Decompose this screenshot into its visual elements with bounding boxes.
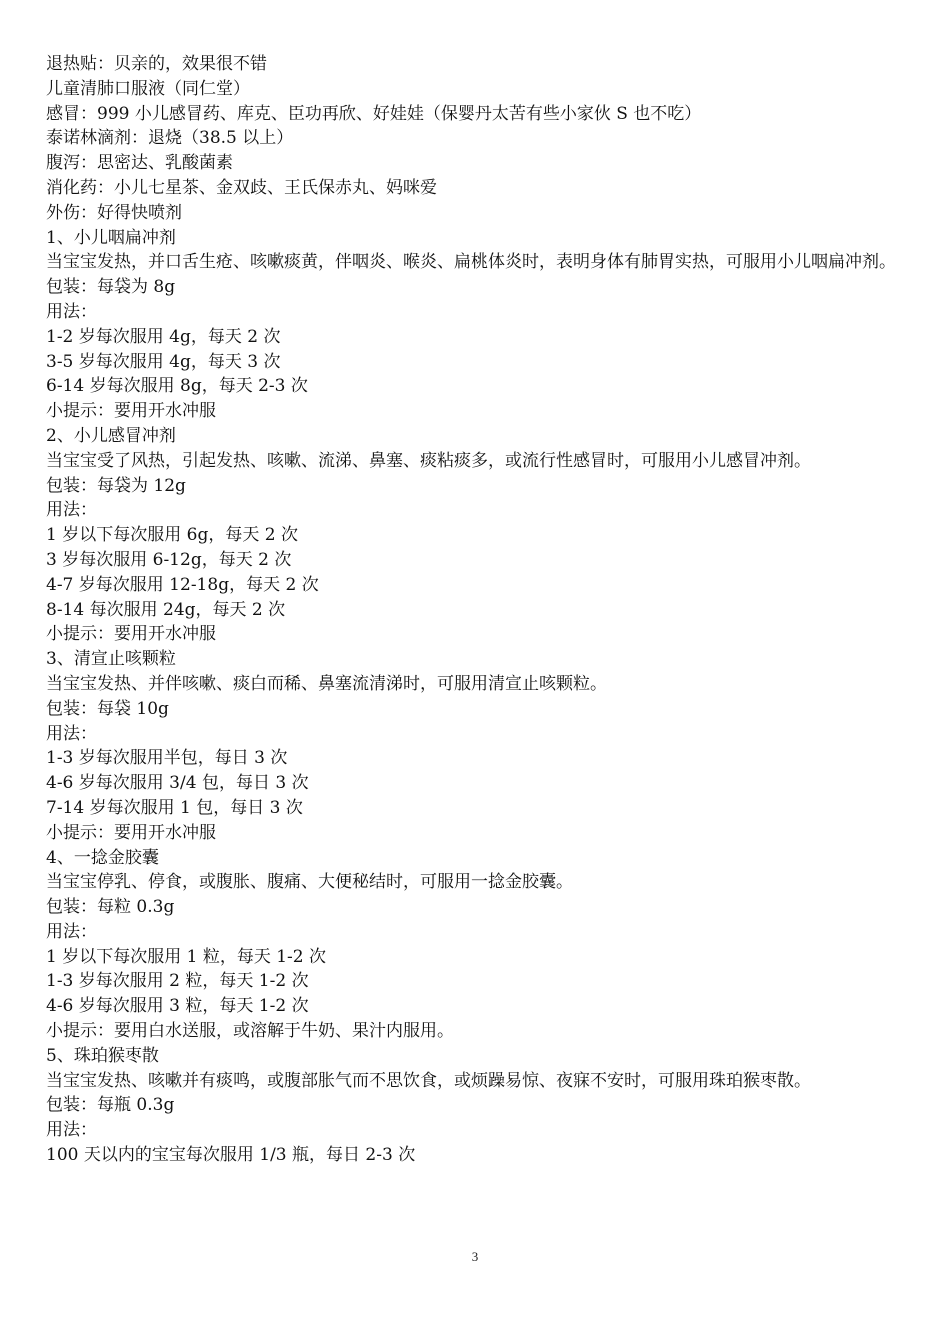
text-line: 当宝宝停乳、停食，或腹胀、腹痛、大便秘结时，可服用一捻金胶囊。 xyxy=(46,872,573,893)
text-line: 小提示：要用开水冲服 xyxy=(46,822,216,843)
text-line: 感冒：999 小儿感冒药、库克、臣功再欣、好娃娃（保婴丹太苦有些小家伙 S 也不吃） xyxy=(46,103,702,124)
text-line: 1-2 岁每次服用 4g，每天 2 次 xyxy=(46,326,281,347)
text-line: 包装：每瓶 0.3g xyxy=(46,1095,175,1116)
text-line: 3-5 岁每次服用 4g，每天 3 次 xyxy=(46,351,281,372)
text-line: 包装：每袋 10g xyxy=(46,698,169,719)
text-line: 100 天以内的宝宝每次服用 1/3 瓶，每日 2-3 次 xyxy=(46,1145,416,1166)
text-line: 1-3 岁每次服用 2 粒，每天 1-2 次 xyxy=(46,971,309,992)
text-line: 包装：每袋为 12g xyxy=(46,475,186,496)
text-line: 4-7 岁每次服用 12-18g，每天 2 次 xyxy=(46,574,319,595)
text-line: 1-3 岁每次服用半包，每日 3 次 xyxy=(46,748,288,769)
text-line: 泰诺林滴剂：退烧（38.5 以上） xyxy=(46,128,294,149)
text-line: 1、小儿咽扁冲剂 xyxy=(46,227,176,248)
text-line: 5、珠珀猴枣散 xyxy=(46,1045,159,1066)
text-line: 4-6 岁每次服用 3/4 包，每日 3 次 xyxy=(46,773,309,794)
text-line: 当宝宝发热、并伴咳嗽、痰白而稀、鼻塞流清涕时，可服用清宣止咳颗粒。 xyxy=(46,673,607,694)
text-line: 用法： xyxy=(46,921,97,942)
text-line: 小提示：要用白水送服，或溶解于牛奶、果汁内服用。 xyxy=(46,1021,454,1042)
text-line: 当宝宝发热，并口舌生疮、咳嗽痰黄，伴咽炎、喉炎、扁桃体炎时，表明身体有肺胃实热，可服用小儿咽扁冲剂。 xyxy=(46,252,896,273)
text-line: 小提示：要用开水冲服 xyxy=(46,401,216,422)
text-line: 腹泻：思密达、乳酸菌素 xyxy=(46,153,233,174)
text-line: 退热贴：贝亲的，效果很不错 xyxy=(46,54,267,74)
text-line: 7-14 岁每次服用 1 包，每日 3 次 xyxy=(46,797,303,818)
text-line: 小提示：要用开水冲服 xyxy=(46,624,216,645)
text-line: 3 岁每次服用 6-12g，每天 2 次 xyxy=(46,549,292,570)
text-line: 用法： xyxy=(46,301,97,322)
text-line: 包装：每袋为 8g xyxy=(46,277,176,298)
text-line: 1 岁以下每次服用 6g，每天 2 次 xyxy=(46,525,298,546)
text-line: 6-14 岁每次服用 8g，每天 2-3 次 xyxy=(46,376,308,397)
text-line: 用法： xyxy=(46,723,97,744)
document-body xyxy=(46,52,906,1168)
text-line: 消化药：小儿七星茶、金双歧、王氏保赤丸、妈咪爱 xyxy=(46,177,437,198)
page-number: 3 xyxy=(471,1249,479,1264)
text-line: 用法： xyxy=(46,500,97,521)
text-line: 外伤：好得快喷剂 xyxy=(46,202,182,223)
text-line: 4、一捻金胶囊 xyxy=(46,847,159,868)
text-line: 8-14 每次服用 24g，每天 2 次 xyxy=(46,599,286,620)
text-line: 儿童清肺口服液（同仁堂） xyxy=(46,78,250,99)
text-line: 当宝宝受了风热，引起发热、咳嗽、流涕、鼻塞、痰粘痰多，或流行性感冒时，可服用小儿感冒冲剂。 xyxy=(46,450,811,471)
text-line: 4-6 岁每次服用 3 粒，每天 1-2 次 xyxy=(46,996,309,1017)
text-line: 包装：每粒 0.3g xyxy=(46,897,175,918)
text-line: 用法： xyxy=(46,1120,97,1141)
text-line: 2、小儿感冒冲剂 xyxy=(46,425,176,446)
text-line: 当宝宝发热、咳嗽并有痰鸣，或腹部胀气而不思饮食，或烦躁易惊、夜寐不安时，可服用珠珀猴枣散。 xyxy=(46,1070,811,1091)
text-line: 1 岁以下每次服用 1 粒，每天 1-2 次 xyxy=(46,946,327,967)
text-line: 3、清宣止咳颗粒 xyxy=(46,649,176,670)
